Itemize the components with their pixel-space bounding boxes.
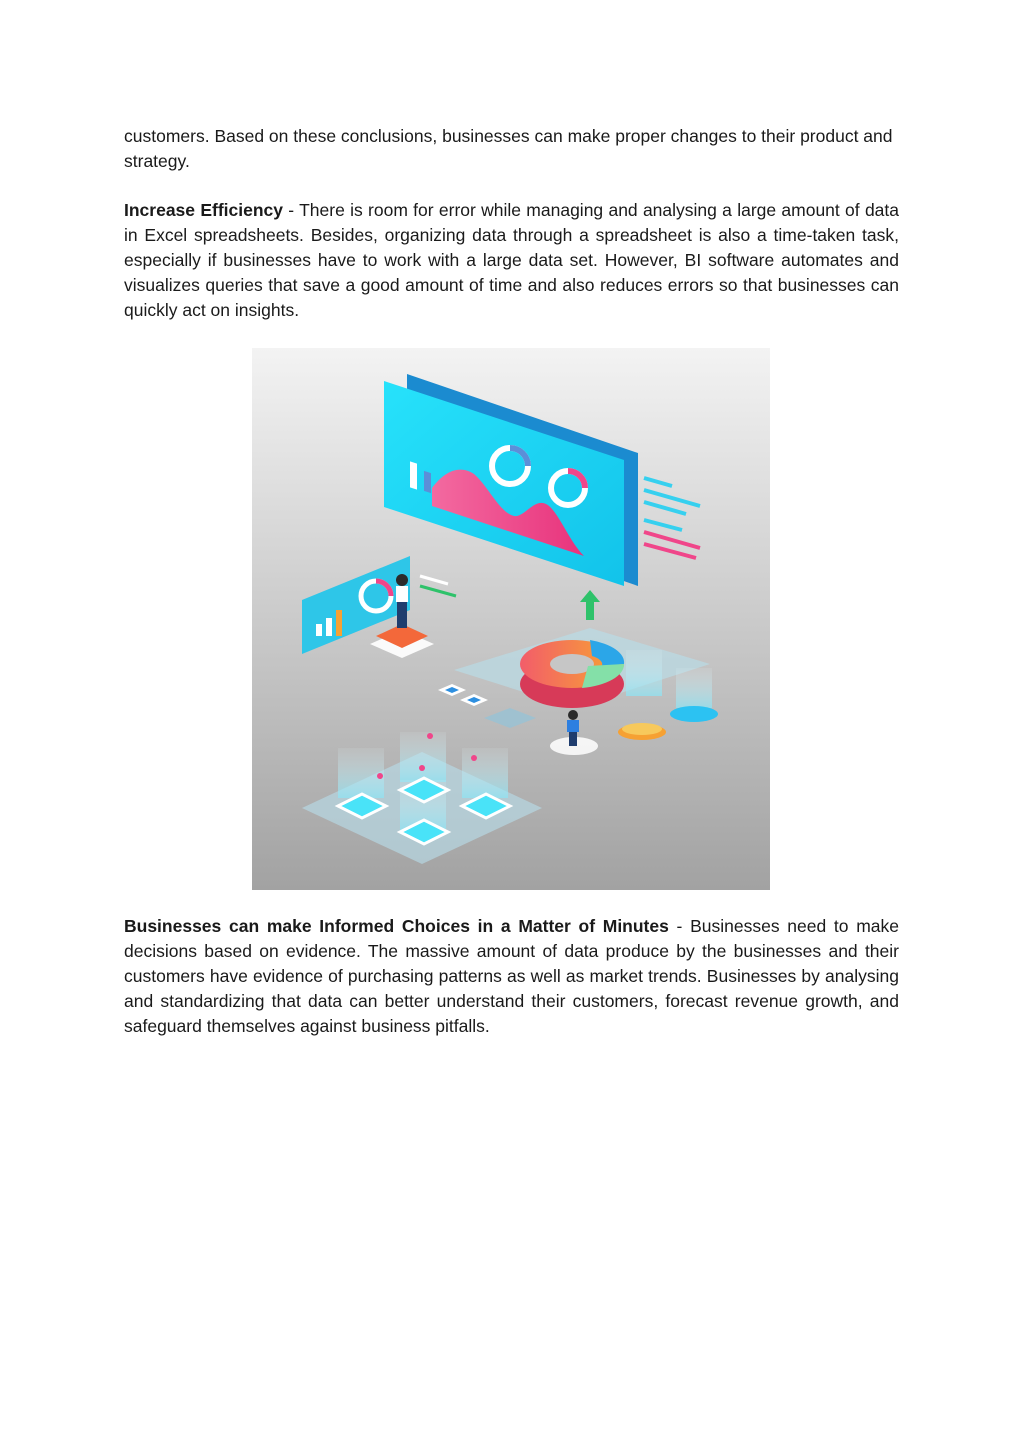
paragraph-text: - There is room for error while managing and analysing a large amount of data in Excel spreadsheets. Besides, organizing data through a spreadsheet is also a time-taken task, especially if businesses have to work with a large data set. However, BI software automates and visualizes queries that save a good amount of time and also reduces errors so that businesses can quickly act on insights. bbox=[124, 200, 900, 320]
paragraph-text: customers. Based on these conclusions, businesses can make proper changes to their product and strategy. bbox=[124, 126, 893, 171]
paragraph-heading: Increase Efficiency bbox=[124, 200, 283, 220]
bi-dashboard-illustration bbox=[252, 348, 770, 890]
paragraph-intro-continuation bbox=[124, 124, 899, 174]
paragraph-increase-efficiency bbox=[124, 198, 899, 323]
paragraph-informed-choices bbox=[124, 914, 899, 1039]
paragraph-heading: Businesses can make Informed Choices in a Matter of Minutes bbox=[124, 916, 669, 936]
paragraph-text: - Businesses need to make decisions based on evidence. The massive amount of data produce by the businesses and their customers have evidence of purchasing patterns as well as market trends. Businesses by analysing and standardizing that data can better understand their customers, forecast revenue growth, and safeguard themselves against business pitfalls. bbox=[124, 916, 899, 1036]
